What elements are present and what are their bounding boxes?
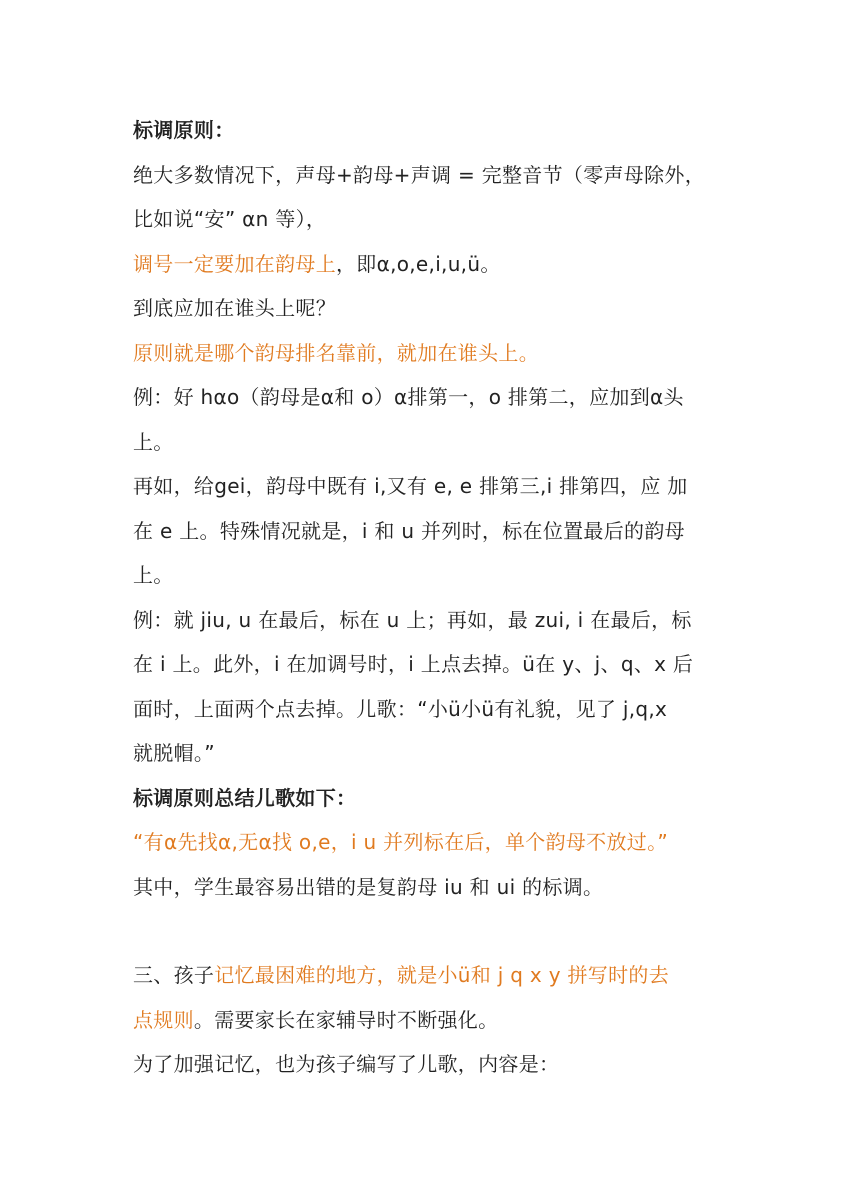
example-jiu-line-1: 例：就 jiu, u 在最后，标在 u 上；再如，最 zui, i 在最后，标 <box>133 607 692 632</box>
highlight-rule-line: 原则就是哪个韵母排名靠前，就加在谁头上。 <box>133 340 539 365</box>
example-jiu-line-2: 在 i 上。此外，i 在加调号时，i 上点去掉。ü在 y、j、q、x 后 <box>133 652 694 676</box>
paragraph-syllable-line-1: 绝大多数情况下，声母+韵母+声调 = 完整音节（零声母除外， <box>133 162 705 187</box>
article-body <box>133 108 723 1087</box>
song-intro-line: 为了加强记忆，也为孩子编写了儿歌，内容是： <box>133 1052 560 1076</box>
example-gei-line-1: 再如，给gei，韵母中既有 i,又有 e, e 排第三,i 排第四，应 加 <box>133 474 688 498</box>
finals-list: ，即α,o,e,i,u,ü。 <box>336 251 501 276</box>
section-three-highlight-2: 点规则 <box>133 1007 194 1032</box>
example-gei-line-2: 在 e 上。特殊情况就是，i 和 u 并列时，标在位置最后的韵母 <box>133 518 685 543</box>
example-hao-line-1: 例：好 hαo（韵母是α和 o）α排第一，o 排第二，应加到α头 <box>133 385 684 409</box>
example-hao-line-2: 上。 <box>133 429 174 454</box>
highlight-tone-on-final: 调号一定要加在韵母上 <box>133 251 336 276</box>
heading-rules-summary: 标调原则总结儿歌如下： <box>133 785 357 810</box>
section-three-line-2 <box>133 998 723 1043</box>
paragraph-tone-on-final <box>133 242 723 287</box>
question-line: 到底应加在谁头上呢？ <box>133 296 336 320</box>
section-spacer <box>133 909 723 953</box>
common-mistake-line: 其中，学生最容易出错的是复韵母 iu 和 ui 的标调。 <box>133 874 604 899</box>
heading-tone-rules: 标调原则： <box>133 118 235 142</box>
example-gei-line-3: 上。 <box>133 563 174 587</box>
section-three-line-1 <box>133 953 723 998</box>
example-jiu-line-4: 就脱帽。” <box>133 741 215 765</box>
example-jiu-line-3: 面时，上面两个点去掉。儿歌：“小ü小ü有礼貌，见了 j,q,x <box>133 696 668 721</box>
section-three-prefix: 三、孩子 <box>133 963 215 987</box>
section-three-rest: 。需要家长在家辅导时不断强化。 <box>193 1007 499 1032</box>
paragraph-syllable-line-2: 比如说“安” αn 等）， <box>133 207 327 231</box>
rules-song: “有α先找α,无α找 o,e，i u 并列标在后，单个韵母不放过。” <box>133 830 669 854</box>
section-three-highlight-1: 记忆最困难的地方，就是小ü和 j q x y 拼写时的去 <box>214 963 669 987</box>
